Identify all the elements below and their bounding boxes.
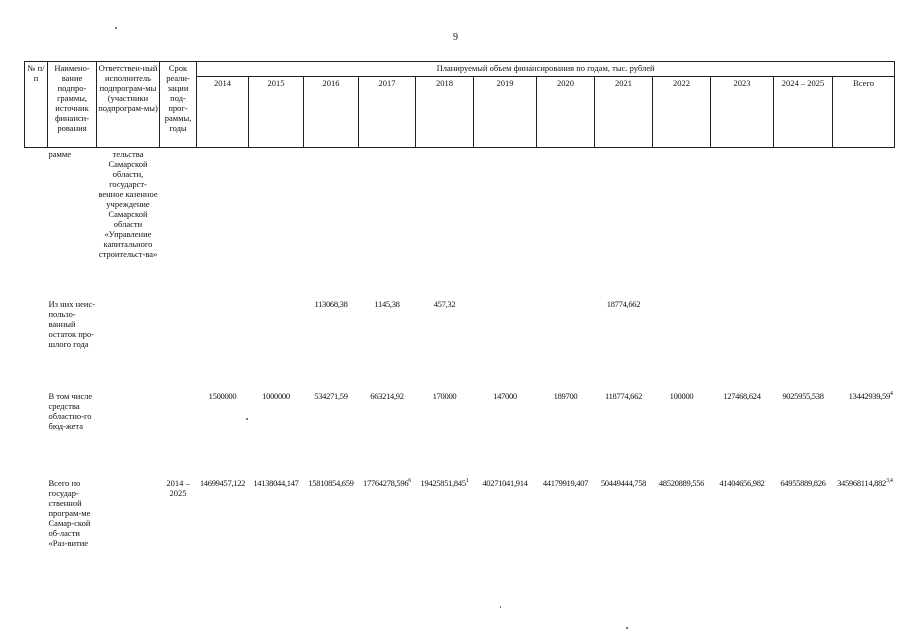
cell-num [25,148,48,300]
header-year: 2022 [653,77,711,148]
header-year: 2016 [304,77,359,148]
financing-table [24,61,895,588]
cell-value: 40271041,914 [482,478,528,488]
header-year: 2018 [416,77,474,148]
cell-total [833,148,895,300]
cell-value: 170000 [432,391,457,401]
scan-speck [626,627,628,629]
cell-value: 50449444,758 [600,478,647,488]
table-row [25,391,895,478]
cell-total [833,391,895,478]
cell-value [359,148,416,300]
cell-value [416,478,474,588]
cell-name: рамме [48,149,72,159]
table-row [25,299,895,391]
cell-name: В том числе средства областно-го бюд-жета [48,391,93,431]
cell-value [711,148,774,300]
cell-value: 1000000 [262,391,290,401]
cell-value-text: 19425851,845 [420,478,466,488]
cell-value: 15810854,659 [308,478,354,488]
cell-num [25,391,48,478]
cell-value [653,148,711,300]
cell-value [474,299,537,391]
header-responsible: Ответствен-ный исполнитель подпрограм-мы (участники подпрограм-мы) [97,62,160,148]
cell-value [304,148,359,300]
cell-value: 147000 [493,391,517,401]
cell-value: 9025955,538 [782,391,824,401]
cell-value: 41404656,982 [719,478,765,488]
header-year: 2020 [537,77,595,148]
cell-num [25,299,48,391]
cell-value [474,148,537,300]
cell-term [160,148,197,300]
cell-value [774,148,833,300]
footnote-mark: 1 [465,478,469,485]
cell-value: 64955889,826 [780,478,826,488]
cell-value: 189700 [553,391,578,401]
cell-total-value: 13442939,59 [848,391,890,401]
cell-name: Из них неис-пользо-ванный остаток про-шлого года [48,299,96,349]
header-year: 2015 [249,77,304,148]
cell-value [595,148,653,300]
cell-value: 100000 [669,391,694,401]
cell-value [249,299,304,391]
header-num: № п/п [25,62,48,148]
cell-value: 48520889,556 [658,478,705,488]
cell-value: 18774,662 [606,299,641,309]
cell-total-value: 345968114,882 [837,478,886,488]
cell-value: 457,32 [433,299,456,309]
table-row [25,148,895,300]
header-year: 2024 – 2025 [774,77,833,148]
cell-value: 14138044,147 [253,478,299,488]
cell-value: 534271,59 [314,391,348,401]
header-funding: Планируемый объем финансирования по годам, тыс. рублей [197,62,895,77]
page-number: 9 [453,32,458,43]
cell-term [160,299,197,391]
cell-value: 14699457,122 [199,478,246,488]
scan-speck [500,606,501,608]
cell-total [833,299,895,391]
cell-value: 1500000 [208,391,237,401]
cell-value [653,299,711,391]
header-year: 2019 [474,77,537,148]
cell-value [197,299,249,391]
cell-responsible: тельства Самарской области, государст-венное казенное учреждение Самарской области «Управление капитального строительст-ва» [98,149,158,259]
cell-value: 44179919,407 [542,478,589,488]
cell-value [197,148,249,300]
header-year: 2021 [595,77,653,148]
cell-responsible [97,299,160,391]
cell-value [416,148,474,300]
header-term: Срок реали-зации под-прог-раммы, годы [160,62,197,148]
cell-responsible [97,391,160,478]
cell-value [711,299,774,391]
cell-total [833,478,895,588]
cell-responsible [97,478,160,588]
header-total: Всего [833,77,895,148]
cell-value-text: 17764278,596 [363,478,409,488]
table-row [25,478,895,588]
cell-value: 118774,662 [604,391,643,401]
cell-value [537,148,595,300]
cell-num [25,478,48,588]
cell-term [160,391,197,478]
cell-value: 127468,624 [723,391,761,401]
cell-value: 1145,38 [374,299,400,309]
header-year: 2023 [711,77,774,148]
footnote-mark: 4 [889,391,893,398]
header-name: Наимено-вание подпро-граммы, источник финанси-рования [48,62,97,148]
cell-term: 2014 – 2025 [166,478,190,498]
footnote-mark: 3,4 [886,478,893,485]
scan-speck [115,27,117,29]
cell-value [537,299,595,391]
header-year: 2017 [359,77,416,148]
footnote-mark: 6 [408,478,411,485]
header-year: 2014 [197,77,249,148]
cell-value: 113068,38 [314,299,348,309]
cell-value [774,299,833,391]
cell-name: Всего по государ-ственной програм-ме Самар-ской об-ласти «Раз-витие [48,478,91,548]
cell-value [249,148,304,300]
cell-value [359,478,416,588]
cell-value: 663214,92 [370,391,404,401]
